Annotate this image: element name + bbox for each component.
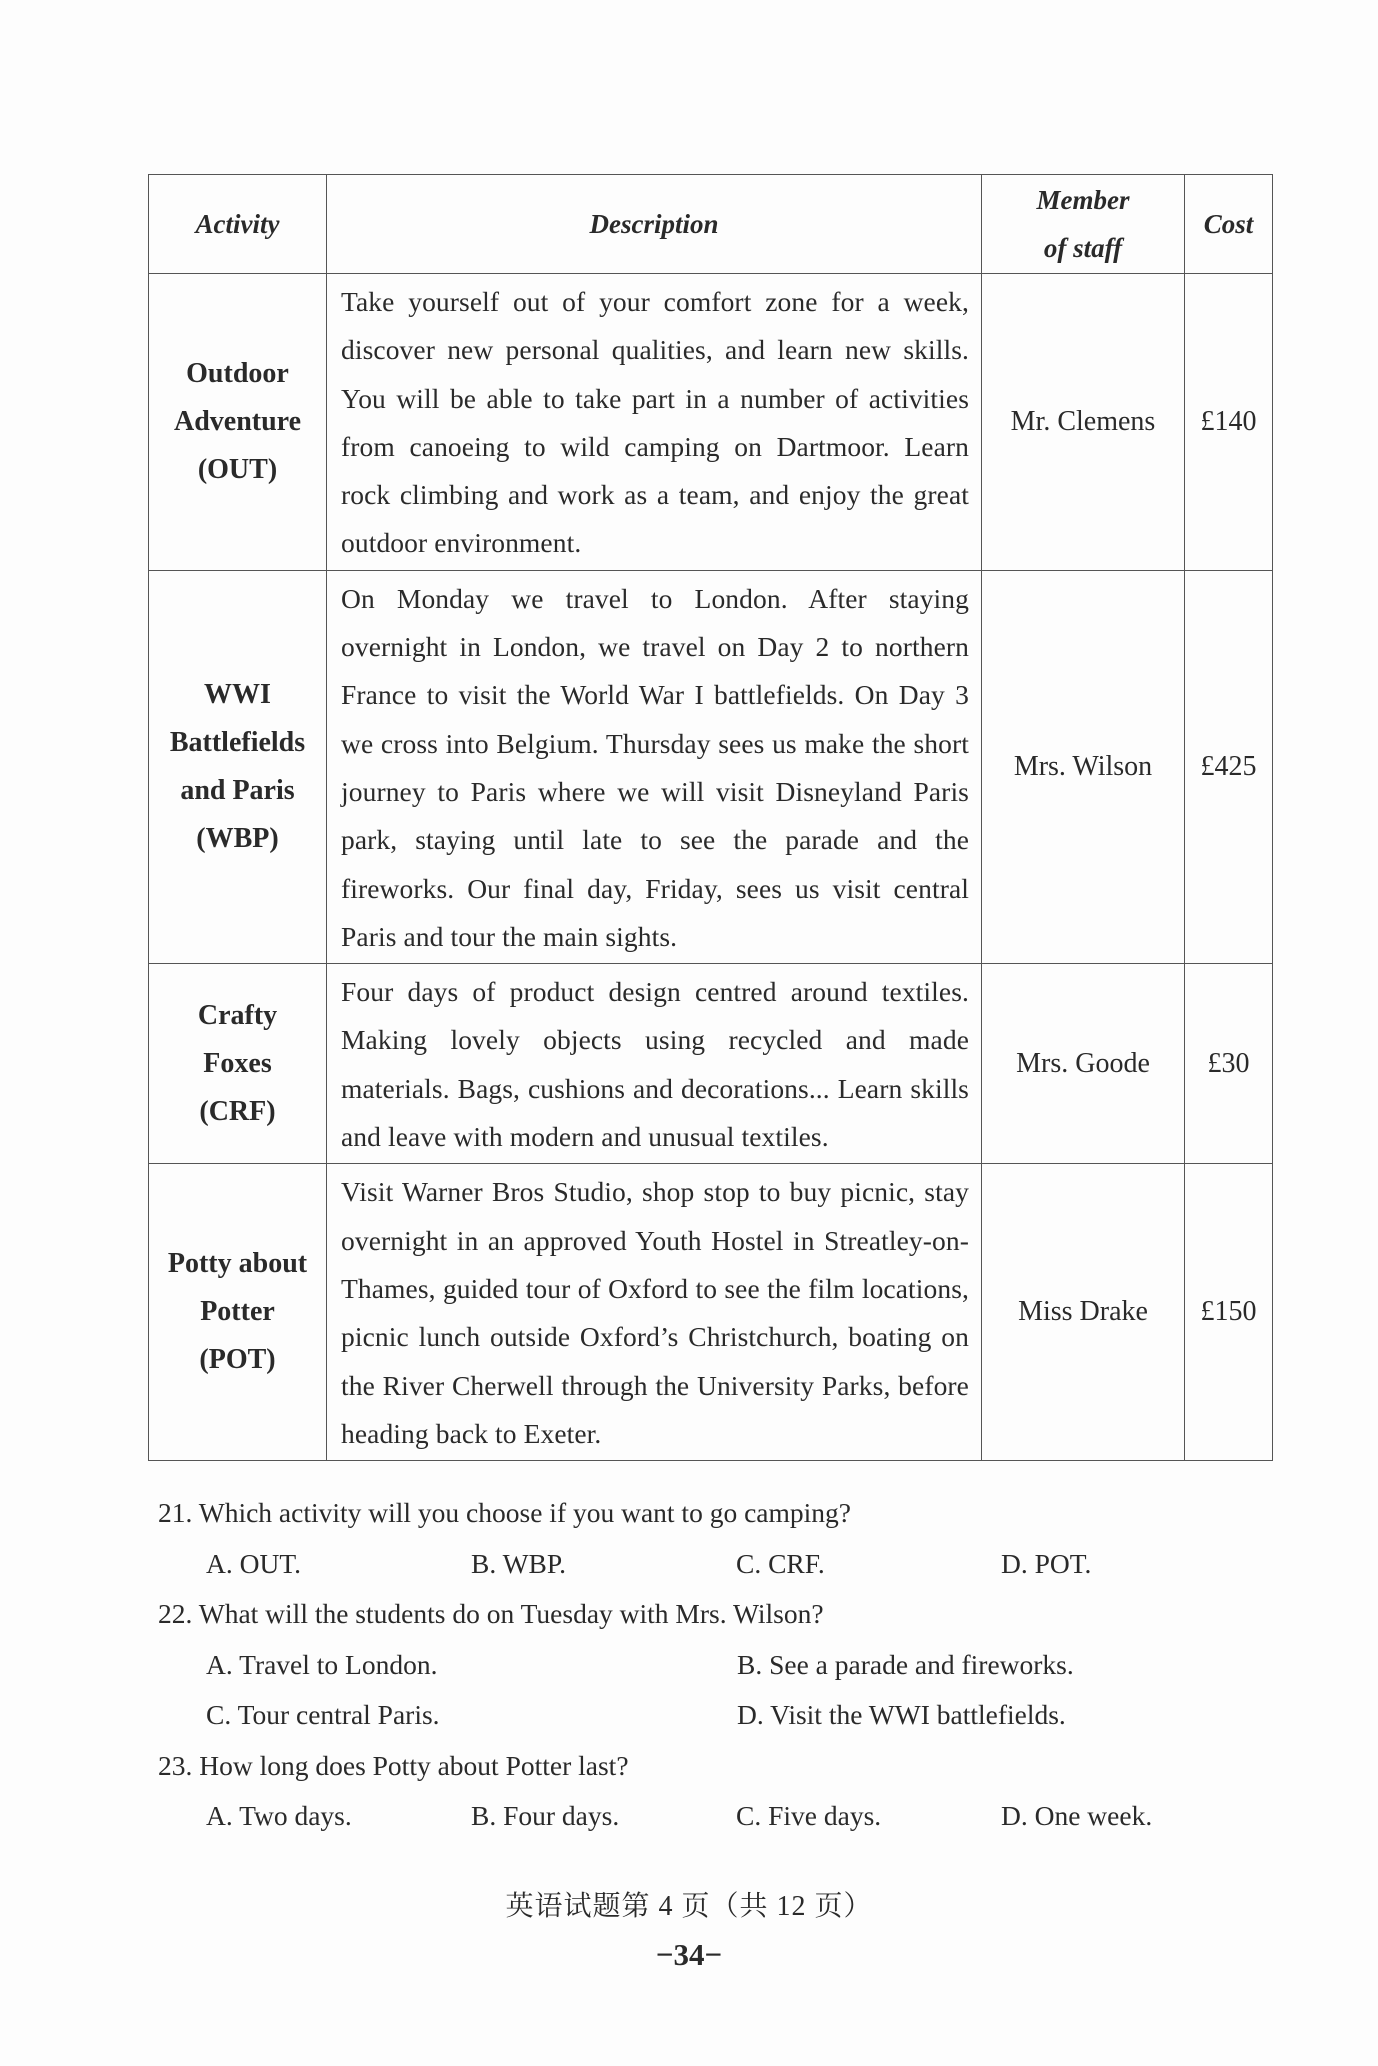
question-stem: 22. What will the students do on Tuesday with Mrs. Wilson?: [158, 1598, 824, 1629]
activity-line: (POT): [199, 1344, 276, 1376]
activity-description: Four days of product design centred around textiles. Making lovely objects using recycled and made materials. Bags, cushions and decorations... Learn skills and leave with modern and unusual textiles.: [327, 964, 982, 1164]
activity-line: Crafty: [197, 999, 278, 1031]
option-c: C. Five days.: [736, 1800, 882, 1831]
activity-name: [149, 274, 327, 571]
option-d: D. One week.: [1001, 1800, 1153, 1831]
header-activity: Activity: [149, 175, 327, 274]
answer-options: [158, 1640, 1268, 1691]
header-staff-line1: Member: [1036, 185, 1130, 215]
option-c: C. Tour central Paris.: [206, 1699, 440, 1730]
question-21: [158, 1488, 1268, 1589]
activity-name: [149, 1164, 327, 1461]
activity-line: and Paris: [180, 774, 295, 806]
questions-section: [158, 1488, 1268, 1842]
option-d: D. POT.: [1001, 1547, 1092, 1579]
answer-options: [158, 1539, 1268, 1590]
option-b: B. Four days.: [471, 1800, 620, 1831]
activity-description: Take yourself out of your comfort zone for a week, discover new personal qualities, and learn new skills. You will be able to take part in a number of activities from canoeing to wild camping on Dartmoor. Learn rock climbing and work as a team, and enjoy the great outdoor environment.: [327, 274, 982, 571]
option-b: B. WBP.: [471, 1547, 567, 1579]
option-c: C. CRF.: [736, 1547, 825, 1579]
header-cost: Cost: [1185, 175, 1273, 274]
header-staff-line2: of staff: [1043, 233, 1123, 263]
page-footer-title: 英语试题第 4 页（共 12 页）: [505, 1891, 873, 1922]
answer-options: [158, 1791, 1268, 1842]
activity-cost: £140: [1185, 274, 1273, 571]
activity-cost: £30: [1185, 964, 1273, 1164]
option-d: D. Visit the WWI battlefields.: [737, 1699, 1066, 1730]
table-row: [149, 274, 1273, 571]
activity-description: Visit Warner Bros Studio, shop stop to buy picnic, stay overnight in an approved Youth Hostel in Streatley-on-Thames, guided tour of Oxford to see the film locations, picnic lunch outside Oxford’s Christchurch, boating on the River Cherwell through the University Parks, before heading back to Exeter.: [327, 1164, 982, 1461]
page-number: −34−: [655, 1937, 723, 1972]
header-description: Description: [327, 175, 982, 274]
member-of-staff: Mr. Clemens: [982, 274, 1185, 571]
activity-line: Outdoor: [186, 357, 289, 389]
member-of-staff: Miss Drake: [982, 1164, 1185, 1461]
table-row: [149, 570, 1273, 963]
question-stem: 23. How long does Potty about Potter last?: [158, 1749, 629, 1781]
answer-options: [158, 1690, 1268, 1741]
activity-name: [149, 570, 327, 963]
question-22: [158, 1589, 1268, 1741]
activity-cost: £150: [1185, 1164, 1273, 1461]
activity-line: Potter: [200, 1296, 275, 1328]
activity-line: WWI: [204, 678, 271, 710]
option-a: A. Two days.: [206, 1800, 352, 1831]
table-row: [149, 1164, 1273, 1461]
member-of-staff: Mrs. Goode: [982, 964, 1185, 1164]
header-member-of-staff: [982, 175, 1185, 274]
activity-description: On Monday we travel to London. After staying overnight in London, we travel on Day 2 to northern France to visit the World War I battlefields. On Day 3 we cross into Belgium. Thursday sees us make the short journey to Paris where we will visit Disneyland Paris park, staying until late to see the parade and the fireworks. Our final day, Friday, sees us visit central Paris and tour the main sights.: [327, 570, 982, 963]
activity-line: Foxes: [203, 1047, 272, 1079]
table-row: [149, 964, 1273, 1164]
activity-cost: £425: [1185, 570, 1273, 963]
activity-line: Potty about: [167, 1248, 308, 1280]
question-stem: 21. Which activity will you choose if you want to go camping?: [158, 1497, 851, 1528]
activities-table: [148, 174, 1273, 1461]
activity-line: (OUT): [197, 453, 278, 485]
option-a: A. Travel to London.: [206, 1648, 438, 1680]
activity-name: [149, 964, 327, 1164]
activity-line: (CRF): [199, 1095, 276, 1127]
option-b: B. See a parade and fireworks.: [737, 1648, 1074, 1680]
activity-line: Adventure: [173, 405, 302, 437]
table-header-row: [149, 175, 1273, 274]
option-a: A. OUT.: [206, 1547, 301, 1579]
activity-line: (WBP): [196, 822, 279, 854]
activity-line: Battlefields: [169, 726, 306, 758]
member-of-staff: Mrs. Wilson: [982, 570, 1185, 963]
question-23: [158, 1741, 1268, 1842]
